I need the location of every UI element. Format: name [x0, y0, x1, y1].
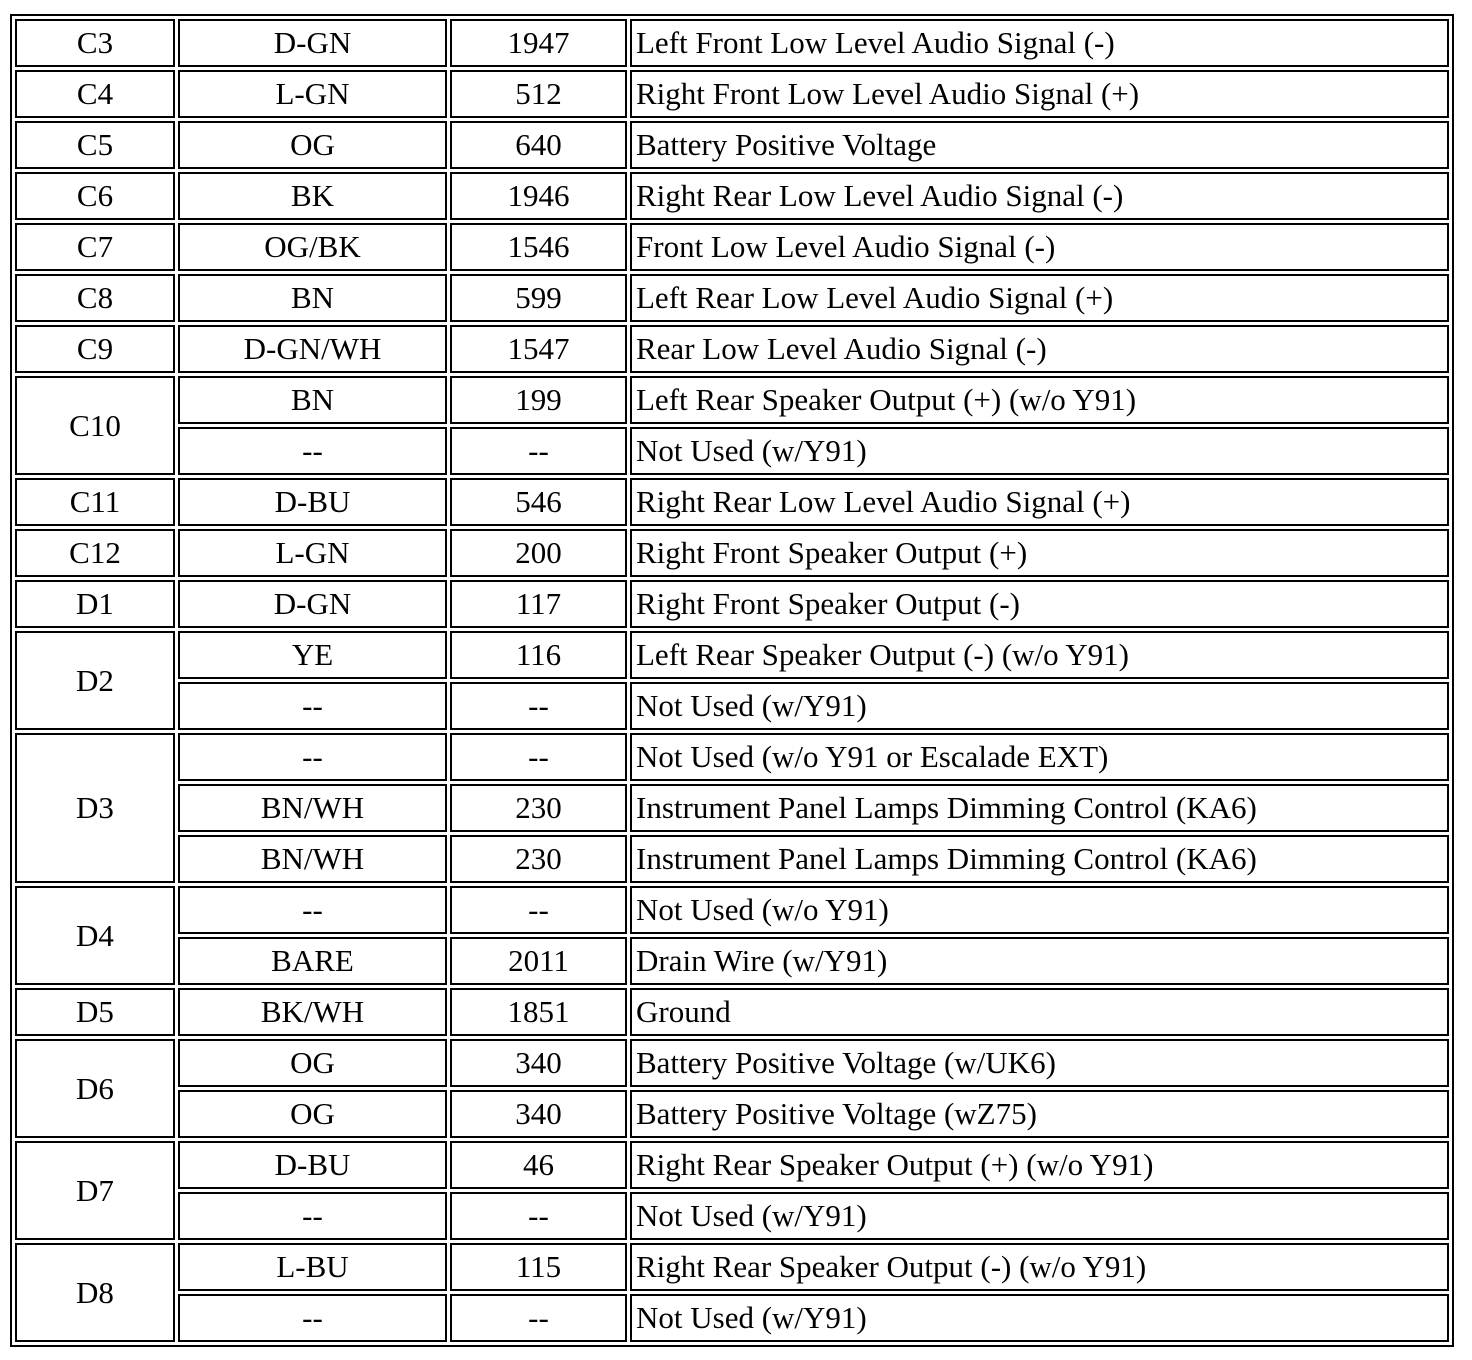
circuit-number-cell: -- [450, 1192, 627, 1240]
table-row [15, 784, 1449, 832]
table-row [15, 682, 1449, 730]
pin-cell: C3 [15, 19, 175, 67]
circuit-number-cell: -- [450, 682, 627, 730]
wire-color-cell: BN/WH [178, 835, 447, 883]
wire-color-cell: -- [178, 733, 447, 781]
function-cell: Ground [630, 988, 1449, 1036]
connector-pinout-table [10, 14, 1454, 1347]
wire-color-cell: D-BU [178, 1141, 447, 1189]
circuit-number-cell: -- [450, 1294, 627, 1342]
pin-cell: C6 [15, 172, 175, 220]
circuit-number-cell: 599 [450, 274, 627, 322]
pin-cell: C9 [15, 325, 175, 373]
table-row [15, 1090, 1449, 1138]
wire-color-cell: L-BU [178, 1243, 447, 1291]
table-row [15, 937, 1449, 985]
function-cell: Not Used (w/o Y91) [630, 886, 1449, 934]
function-cell: Not Used (w/Y91) [630, 682, 1449, 730]
function-cell: Instrument Panel Lamps Dimming Control (KA6) [630, 835, 1449, 883]
table-row [15, 325, 1449, 373]
circuit-number-cell: 1947 [450, 19, 627, 67]
circuit-number-cell: 340 [450, 1039, 627, 1087]
wire-color-cell: BK/WH [178, 988, 447, 1036]
wire-color-cell: L-GN [178, 70, 447, 118]
circuit-number-cell: 116 [450, 631, 627, 679]
pin-cell: C7 [15, 223, 175, 271]
wire-color-cell: OG/BK [178, 223, 447, 271]
wire-color-cell: L-GN [178, 529, 447, 577]
circuit-number-cell: 2011 [450, 937, 627, 985]
function-cell: Right Rear Speaker Output (+) (w/o Y91) [630, 1141, 1449, 1189]
pin-cell: C12 [15, 529, 175, 577]
table-row [15, 529, 1449, 577]
circuit-number-cell: 1851 [450, 988, 627, 1036]
table-row [15, 1294, 1449, 1342]
function-cell: Not Used (w/Y91) [630, 1192, 1449, 1240]
circuit-number-cell: 1547 [450, 325, 627, 373]
function-cell: Left Front Low Level Audio Signal (-) [630, 19, 1449, 67]
table-row [15, 631, 1449, 679]
pin-cell: D8 [15, 1243, 175, 1342]
table-row [15, 19, 1449, 67]
table-row [15, 835, 1449, 883]
table-row [15, 427, 1449, 475]
table-row [15, 121, 1449, 169]
wire-color-cell: -- [178, 682, 447, 730]
table-row [15, 1141, 1449, 1189]
table-row [15, 580, 1449, 628]
circuit-number-cell: 1946 [450, 172, 627, 220]
function-cell: Right Rear Low Level Audio Signal (-) [630, 172, 1449, 220]
table-row [15, 886, 1449, 934]
table-row [15, 376, 1449, 424]
function-cell: Right Front Speaker Output (+) [630, 529, 1449, 577]
wire-color-cell: D-GN [178, 19, 447, 67]
wire-color-cell: OG [178, 121, 447, 169]
function-cell: Instrument Panel Lamps Dimming Control (KA6) [630, 784, 1449, 832]
wire-color-cell: BK [178, 172, 447, 220]
pin-cell: C5 [15, 121, 175, 169]
wire-color-cell: BN [178, 376, 447, 424]
function-cell: Not Used (w/o Y91 or Escalade EXT) [630, 733, 1449, 781]
pin-cell: D1 [15, 580, 175, 628]
function-cell: Left Rear Speaker Output (-) (w/o Y91) [630, 631, 1449, 679]
pin-cell: C4 [15, 70, 175, 118]
pin-cell: C10 [15, 376, 175, 475]
wire-color-cell: OG [178, 1090, 447, 1138]
circuit-number-cell: 230 [450, 835, 627, 883]
wire-color-cell: BN/WH [178, 784, 447, 832]
function-cell: Right Rear Low Level Audio Signal (+) [630, 478, 1449, 526]
circuit-number-cell: 115 [450, 1243, 627, 1291]
function-cell: Left Rear Low Level Audio Signal (+) [630, 274, 1449, 322]
table-row [15, 988, 1449, 1036]
table-row [15, 733, 1449, 781]
pin-cell: C8 [15, 274, 175, 322]
pin-cell: D5 [15, 988, 175, 1036]
function-cell: Battery Positive Voltage [630, 121, 1449, 169]
wire-color-cell: BARE [178, 937, 447, 985]
circuit-number-cell: 199 [450, 376, 627, 424]
circuit-number-cell: -- [450, 733, 627, 781]
pin-cell: D4 [15, 886, 175, 985]
circuit-number-cell: 117 [450, 580, 627, 628]
circuit-number-cell: 546 [450, 478, 627, 526]
wire-color-cell: BN [178, 274, 447, 322]
table-row [15, 172, 1449, 220]
circuit-number-cell: 340 [450, 1090, 627, 1138]
function-cell: Battery Positive Voltage (w/UK6) [630, 1039, 1449, 1087]
circuit-number-cell: 1546 [450, 223, 627, 271]
wire-color-cell: D-GN/WH [178, 325, 447, 373]
circuit-number-cell: 46 [450, 1141, 627, 1189]
wire-color-cell: OG [178, 1039, 447, 1087]
function-cell: Drain Wire (w/Y91) [630, 937, 1449, 985]
circuit-number-cell: 512 [450, 70, 627, 118]
function-cell: Right Front Speaker Output (-) [630, 580, 1449, 628]
pinout-table-body [15, 19, 1449, 1342]
table-row [15, 274, 1449, 322]
circuit-number-cell: 230 [450, 784, 627, 832]
function-cell: Right Front Low Level Audio Signal (+) [630, 70, 1449, 118]
function-cell: Left Rear Speaker Output (+) (w/o Y91) [630, 376, 1449, 424]
pin-cell: D3 [15, 733, 175, 883]
function-cell: Rear Low Level Audio Signal (-) [630, 325, 1449, 373]
wire-color-cell: -- [178, 1192, 447, 1240]
table-row [15, 1192, 1449, 1240]
function-cell: Battery Positive Voltage (wZ75) [630, 1090, 1449, 1138]
function-cell: Not Used (w/Y91) [630, 427, 1449, 475]
wire-color-cell: -- [178, 1294, 447, 1342]
circuit-number-cell: 640 [450, 121, 627, 169]
wire-color-cell: -- [178, 886, 447, 934]
table-row [15, 478, 1449, 526]
wire-color-cell: YE [178, 631, 447, 679]
table-row [15, 223, 1449, 271]
pin-cell: D6 [15, 1039, 175, 1138]
circuit-number-cell: 200 [450, 529, 627, 577]
table-row [15, 1039, 1449, 1087]
function-cell: Right Rear Speaker Output (-) (w/o Y91) [630, 1243, 1449, 1291]
table-row [15, 1243, 1449, 1291]
pin-cell: C11 [15, 478, 175, 526]
pin-cell: D2 [15, 631, 175, 730]
circuit-number-cell: -- [450, 886, 627, 934]
circuit-number-cell: -- [450, 427, 627, 475]
wire-color-cell: D-GN [178, 580, 447, 628]
function-cell: Front Low Level Audio Signal (-) [630, 223, 1449, 271]
wire-color-cell: -- [178, 427, 447, 475]
table-row [15, 70, 1449, 118]
function-cell: Not Used (w/Y91) [630, 1294, 1449, 1342]
wire-color-cell: D-BU [178, 478, 447, 526]
pin-cell: D7 [15, 1141, 175, 1240]
